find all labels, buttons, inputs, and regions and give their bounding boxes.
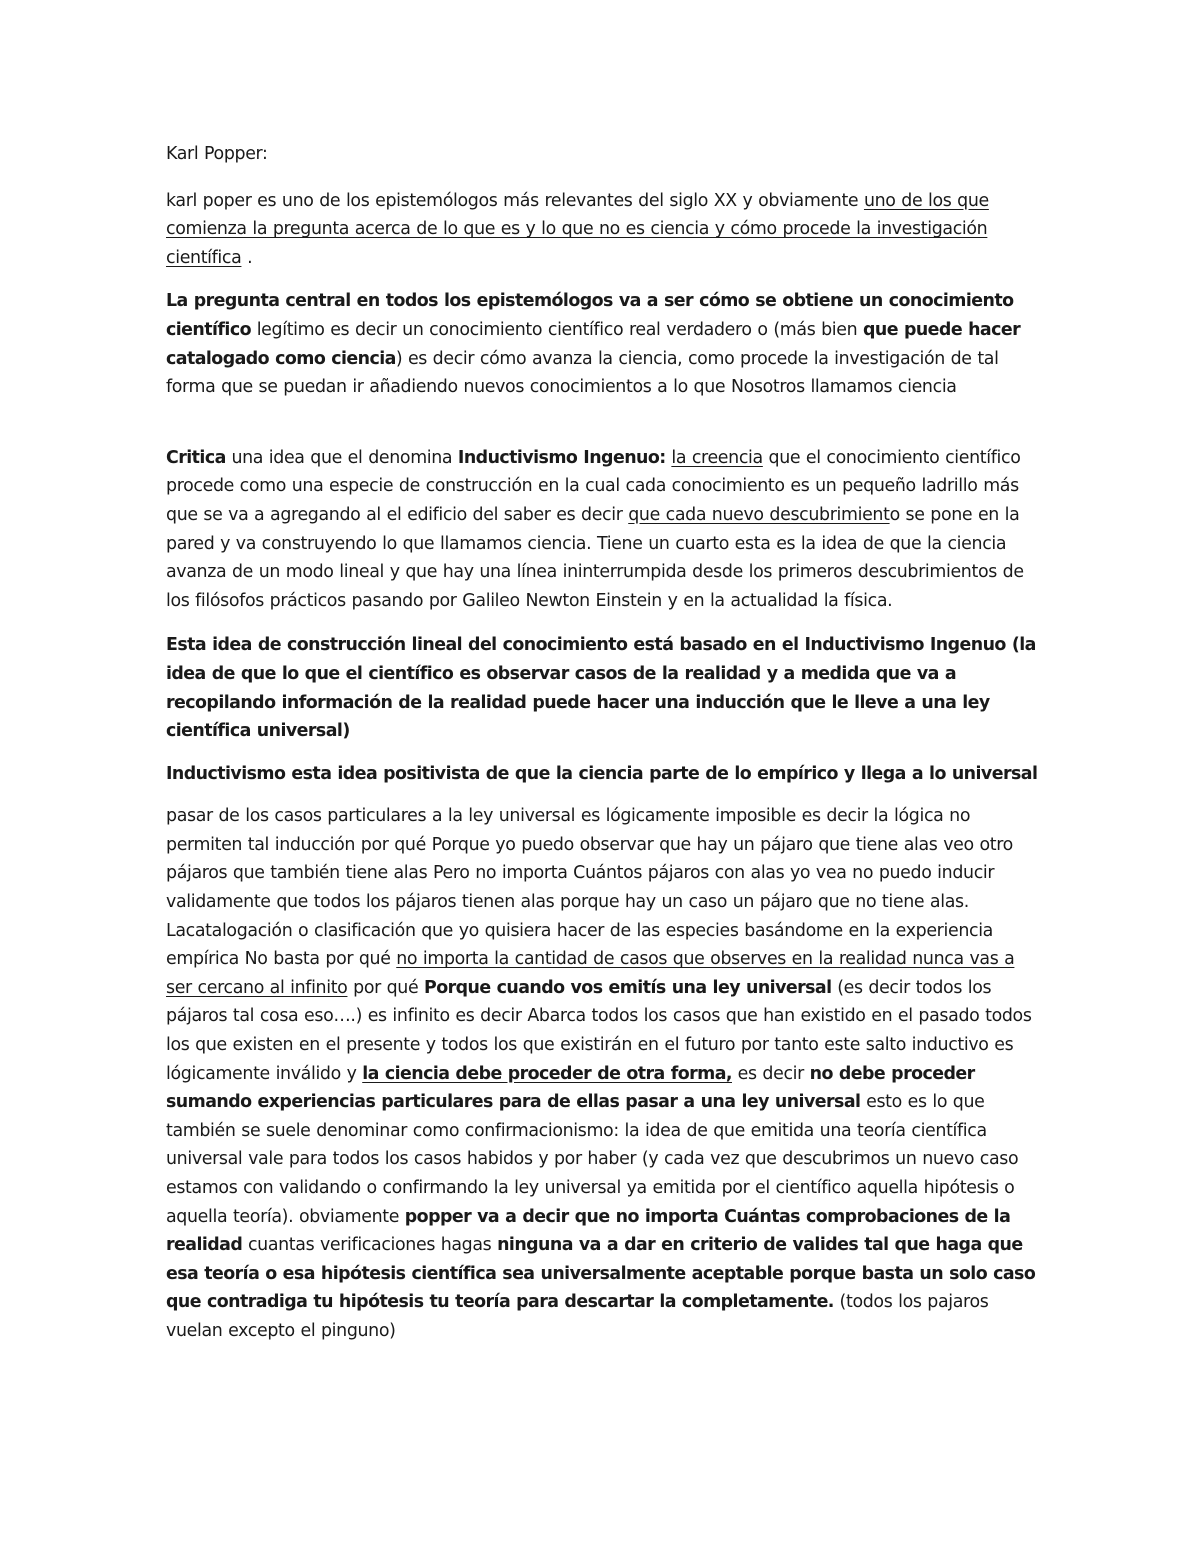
conclusion-underlined-1: no importa la cantidad de casos que observes en la realidad nunca vas a ser cercano al infinito <box>166 949 1015 998</box>
conclusion-text-1: pasar de los casos particulares a la ley universal es lógicamente imposible es decir la lógica no permiten tal inducción por qué Porque yo puedo observar que hay un pájaro que tiene alas veo otro pájaros que también tiene alas Pero no importa Cuántos pájaros con alas yo vea no puedo inducir validamente que todos los pájaros tienen alas porque hay un caso un pájaro que no tiene alas. Lacatalogación o clasificación que yo quisiera hacer de las especies basándome en la experiencia empírica No basta por qué <box>166 806 1013 970</box>
critique-text-3: que el conocimiento científico procede como una especie de construcción en la cual cada conocimiento es un pequeño ladrillo más que se va a agregando al el edificio del saber es decir <box>166 447 1021 525</box>
conclusion-text-7: (todos los pajaros vuelan excepto el pinguno) <box>166 1292 989 1341</box>
conclusion-paragraph <box>166 802 1038 1345</box>
conclusion-bold-4: ninguna va a dar en criterio de valides tal que haga que esa teoría o esa hipótesis científica sea universalmente aceptable porque basta un solo caso que contradiga tu hipótesis tu teoría para descartar la completamente. <box>166 1235 1036 1313</box>
central-bold-1: La pregunta central en todos los epistemólogos va a ser cómo se obtiene un conocimiento científico <box>166 291 1014 340</box>
critique-paragraph <box>166 444 1038 616</box>
intro-paragraph <box>166 187 1038 273</box>
intro-text-1: karl poper es uno de los epistemólogos más relevantes del siglo XX y obviamente <box>166 190 864 211</box>
critique-text-1: una idea que el denomina <box>225 447 458 468</box>
central-question-paragraph <box>166 287 1038 401</box>
central-text-2: ) es decir cómo avanza la ciencia, como procede la investigación de tal forma que se puedan ir añadiendo nuevos conocimientos a lo que Nosotros llamamos ciencia <box>166 348 999 398</box>
linear-construction-bold: Esta idea de construcción lineal del conocimiento está basado en el Inductivismo Ingenuo (la idea de que lo que el científico es observar casos de la realidad y a medida que va a recopilando información de la realidad puede hacer una inducción que le lleve a una ley científica universal) <box>166 635 1036 742</box>
conclusion-text-4: es decir <box>732 1063 810 1084</box>
critique-bold-2: Inductivismo Ingenuo: <box>457 447 666 468</box>
intro-underlined-text: uno de los que comienza la pregunta acerca de lo que es y lo que no es ciencia y cómo procede la investigación científica <box>166 190 989 268</box>
conclusion-text-2: por qué <box>347 977 424 998</box>
page-title: Karl Popper: <box>166 144 268 164</box>
intro-text-2: . <box>241 247 253 268</box>
critique-bold-1: Critica <box>166 447 226 468</box>
critique-underlined-2: que cada nuevo descubrimient <box>628 504 890 525</box>
inductivism-bold: Inductivismo esta idea positivista de que la ciencia parte de lo empírico y llega a lo universal <box>166 763 1038 784</box>
conclusion-text-6: cuantas verificaciones hagas <box>242 1235 498 1256</box>
conclusion-bold-2: no debe proceder sumando experiencias particulares para de ellas pasar a una ley universal <box>166 1063 975 1113</box>
conclusion-bold-underlined <box>362 1064 732 1084</box>
critique-underlined-1: la creencia <box>671 447 763 468</box>
critique-text-4: o se pone en la pared y va construyendo lo que llamamos ciencia. Tiene un cuarto esta es la idea de que la ciencia avanza de un modo lineal y que hay una línea ininterrumpida desde los primeros descubrimientos de los filósofos prácticos pasando por Galileo Newton Einstein y en la actualidad la física. <box>166 504 1024 611</box>
document-page <box>166 140 1038 1346</box>
linear-construction-paragraph <box>166 631 1038 745</box>
central-bold-2: que puede hacer catalogado como ciencia <box>166 319 1021 369</box>
conclusion-text-5: esto es lo que también se suele denominar como confirmacionismo: la idea de que emitida una teoría científica universal vale para todos los casos habidos y por haber (y cada vez que descubrimos un nuevo caso estamos con validando o confirmando la ley universal ya emitida por el científico aquella hipótesis o aquella teoría). obviamente <box>166 1092 1019 1227</box>
conclusion-bold-3: popper va a decir que no importa Cuántas comprobaciones de la realidad <box>166 1206 1011 1256</box>
central-text-1: legítimo es decir un conocimiento científico real verdadero o (más bien <box>251 319 863 340</box>
inductivism-paragraph <box>166 760 1038 789</box>
conclusion-text-3: (es decir todos los pájaros tal cosa eso….) es infinito es decir Abarca todos los casos que han existido en el pasado todos los que existen en el presente y todos los que existirán en el futuro por tanto este salto inductivo es lógicamente inválido y <box>166 977 1032 1084</box>
conclusion-bold-1: Porque cuando vos emitís una ley universal <box>424 977 832 998</box>
conclusion-bold-underlined-text: la ciencia debe proceder de otra forma, <box>362 1063 732 1084</box>
